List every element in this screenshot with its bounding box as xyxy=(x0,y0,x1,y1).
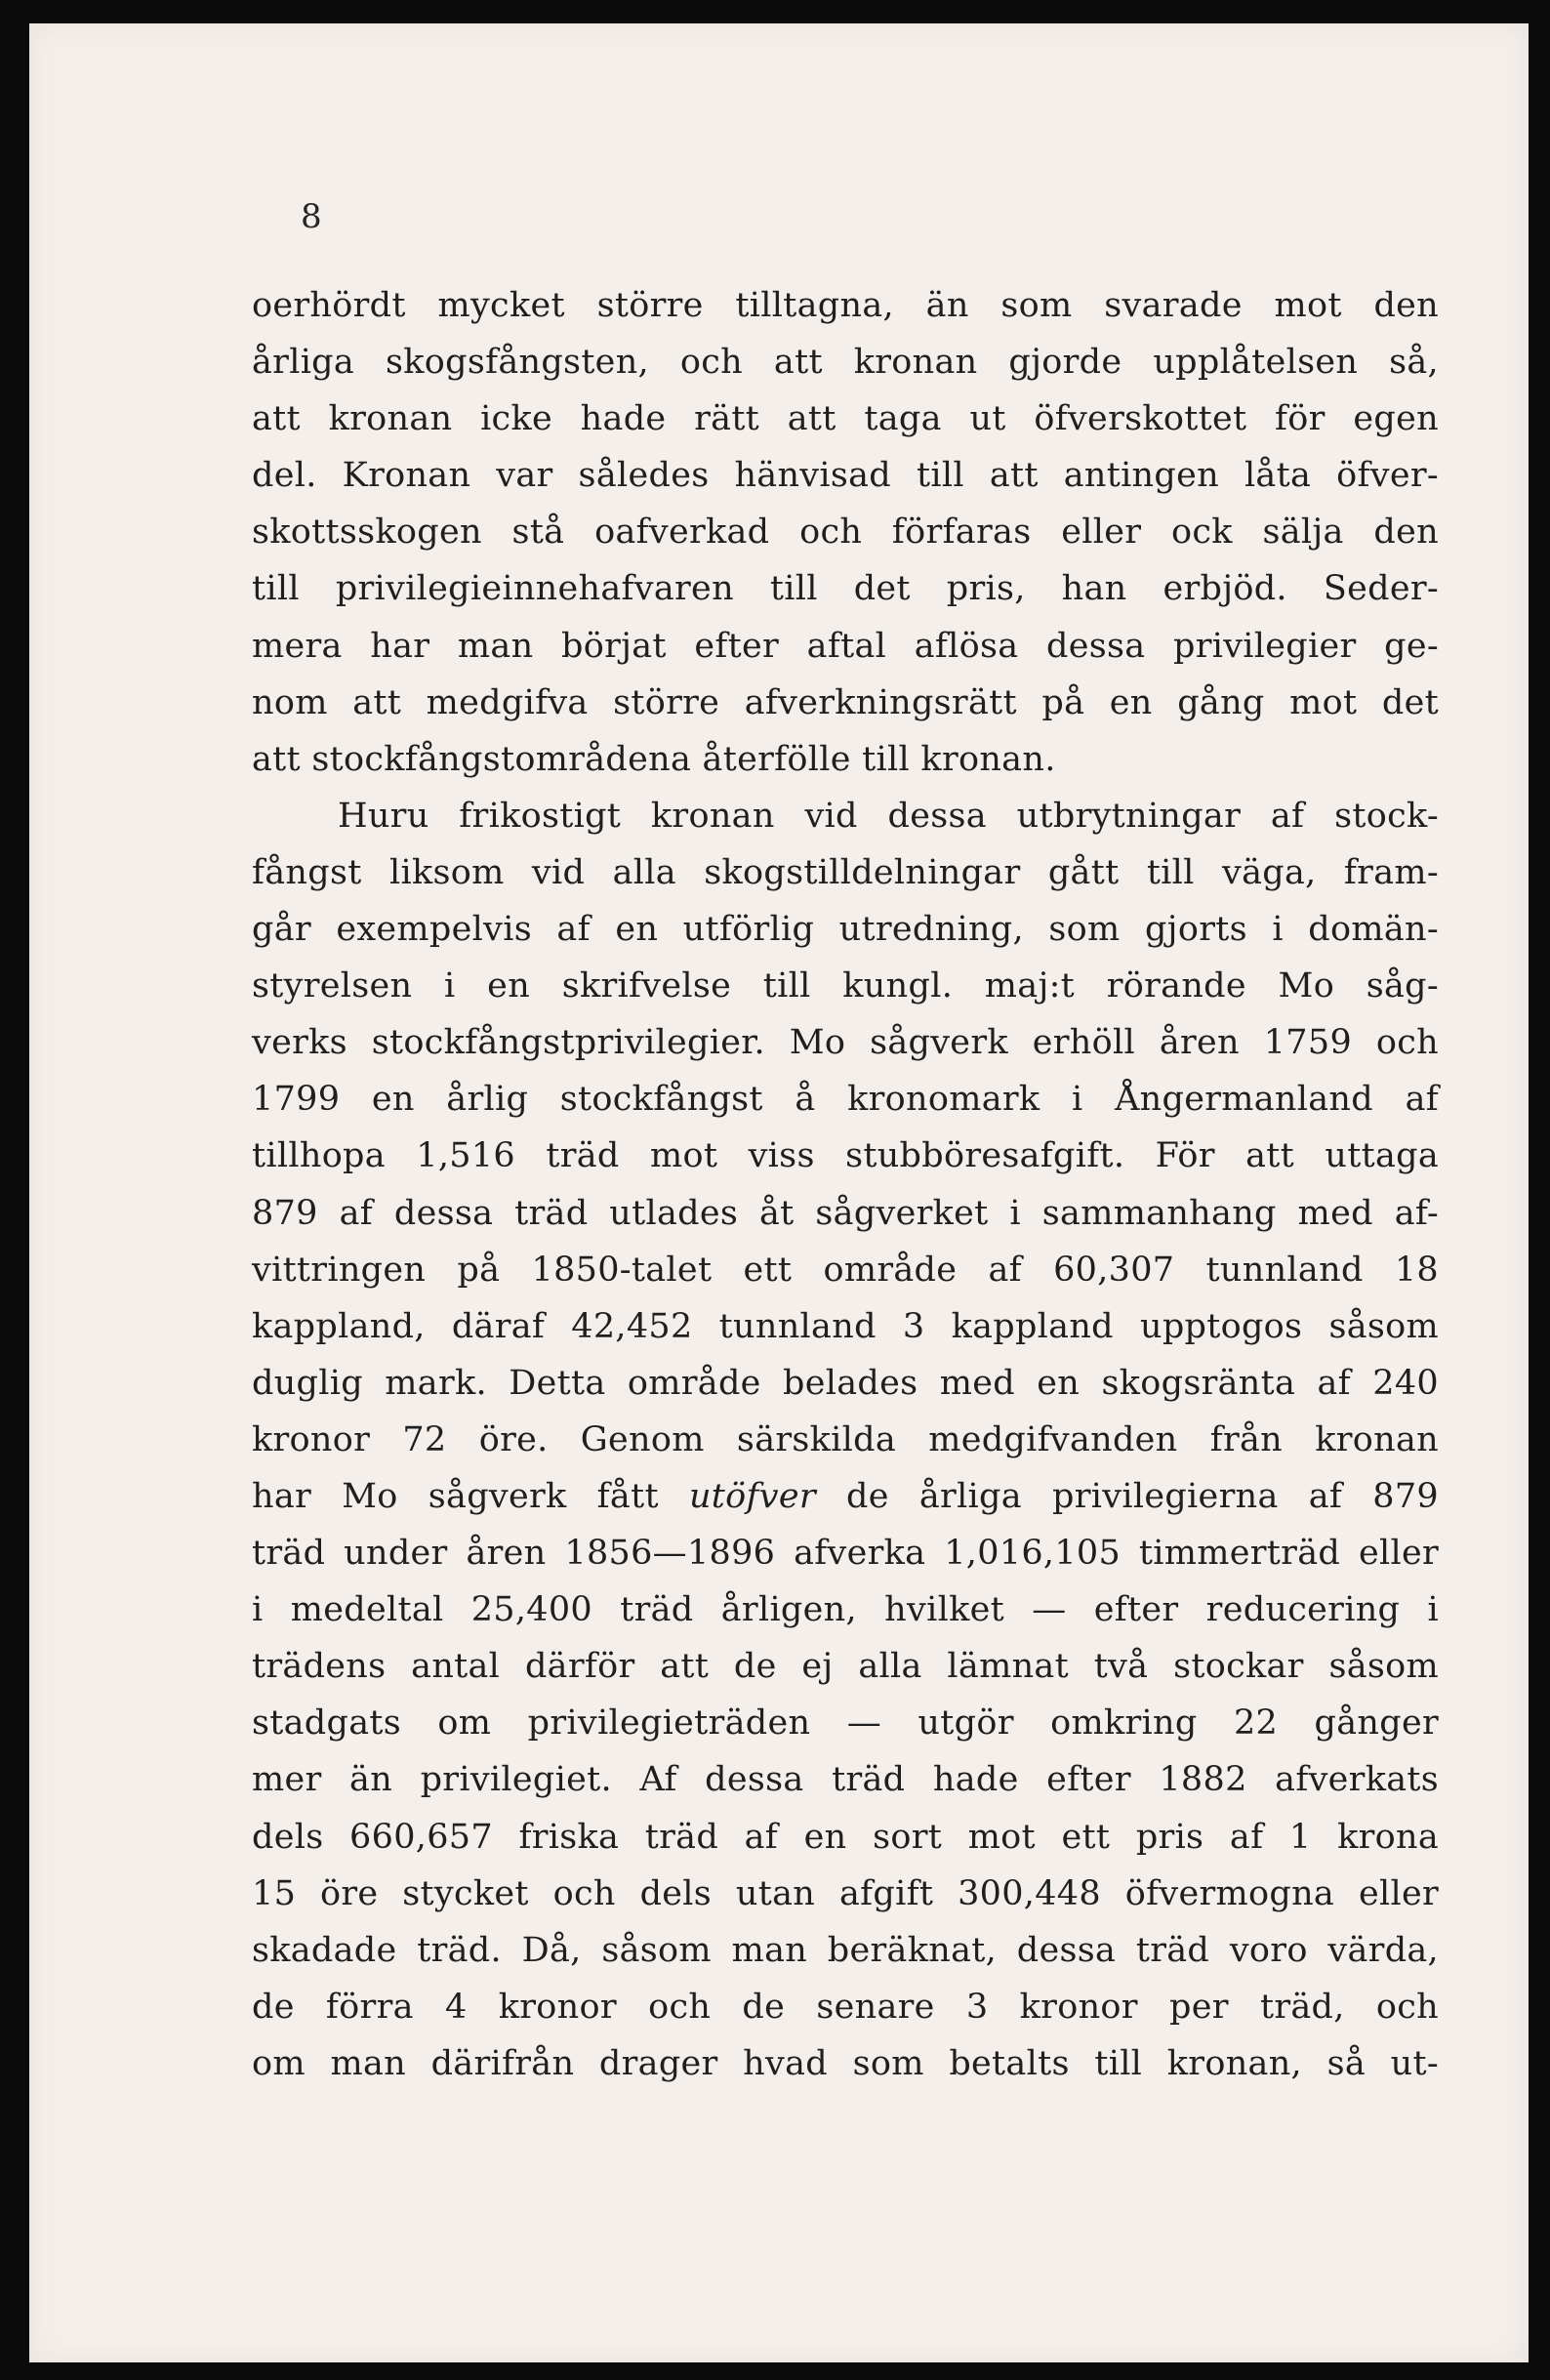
text-line: 15 öre stycket och dels utan afgift 300,448 öfvermogna eller xyxy=(252,1873,1439,1913)
text-line: skadade träd. Då, såsom man beräknat, dessa träd voro värda, xyxy=(252,1930,1439,1970)
page-sheet xyxy=(29,23,1529,2362)
text-line-with-italic xyxy=(252,1468,1439,1525)
text-line: fångst liksom vid alla skogstilldelningar gått till väga, fram- xyxy=(252,852,1439,892)
text-line: stadgats om privilegieträden — utgör omkring 22 gånger xyxy=(252,1703,1439,1744)
text-line: mer än privilegiet. Af dessa träd hade efter 1882 afverkats xyxy=(252,1760,1439,1800)
text-line: i medeltal 25,400 träd årligen, hvilket — efter reducering i xyxy=(252,1590,1439,1630)
text-line: vittringen på 1850-talet ett område af 60,307 tunnland 18 xyxy=(252,1250,1439,1290)
line-text-before-italic: har Mo sågverk fått xyxy=(252,1476,689,1516)
text-line: att kronan icke hade rätt att taga ut öfverskottet för egen xyxy=(252,399,1439,439)
text-line: styrelsen i en skrifvelse till kungl. maj:t rörande Mo såg- xyxy=(252,966,1439,1006)
text-line: kappland, däraf 42,452 tunnland 3 kappland upptogos såsom xyxy=(252,1306,1439,1346)
text-line: duglig mark. Detta område belades med en skogsränta af 240 xyxy=(252,1363,1439,1403)
text-line: oerhördt mycket större tilltagna, än som svarade mot den xyxy=(252,286,1439,325)
text-line: om man därifrån drager hvad som betalts till kronan, så ut- xyxy=(252,2043,1439,2083)
text-line: tillhopa 1,516 träd mot viss stubböresafgift. För att uttaga xyxy=(252,1136,1439,1176)
text-line: del. Kronan var således hänvisad till att antingen låta öfver- xyxy=(252,456,1439,496)
text-line: träd under åren 1856—1896 afverka 1,016,105 timmerträd eller xyxy=(252,1534,1439,1574)
text-line: skottsskogen stå oafverkad och förfaras eller ock sälja den xyxy=(252,513,1439,553)
text-line: de förra 4 kronor och de senare 3 kronor per träd, och xyxy=(252,1987,1439,2027)
text-line: Huru frikostigt kronan vid dessa utbrytningar af stock- xyxy=(338,796,1439,836)
text-line: till privilegieinnehafvaren till det pris, han erbjöd. Seder- xyxy=(252,569,1439,609)
text-line: kronor 72 öre. Genom särskilda medgifvanden från kronan xyxy=(252,1419,1439,1459)
text-line: går exempelvis af en utförlig utredning, som gjorts i domän- xyxy=(252,910,1439,950)
text-line: trädens antal därför att de ej alla lämnat två stockar såsom xyxy=(252,1647,1439,1687)
text-line: 879 af dessa träd utlades åt sågverket i sammanhang med af- xyxy=(252,1193,1439,1233)
italic-word: utöfver xyxy=(688,1476,816,1516)
text-line: mera har man börjat efter aftal aflösa dessa privilegier ge- xyxy=(252,626,1439,666)
text-line: verks stockfångstprivilegier. Mo sågverk erhöll åren 1759 och xyxy=(252,1023,1439,1063)
text-line: 1799 en årlig stockfångst å kronomark i Ångermanland af xyxy=(252,1080,1439,1120)
text-line: årliga skogsfångsten, och att kronan gjorde upplåtelsen så, xyxy=(252,343,1439,383)
line-text-after-italic: de årliga privilegierna af 879 xyxy=(815,1476,1439,1516)
text-line: dels 660,657 friska träd af en sort mot ett pris af 1 krona xyxy=(252,1817,1439,1857)
paragraph-1 xyxy=(252,277,1439,788)
text-line: att stockfångstområdena återfölle till kronan. xyxy=(252,739,1056,779)
page-number: 8 xyxy=(301,197,322,236)
body-text xyxy=(252,277,1439,2092)
text-line: nom att medgifva större afverkningsrätt på en gång mot det xyxy=(252,682,1439,722)
paragraph-2 xyxy=(252,788,1439,2092)
